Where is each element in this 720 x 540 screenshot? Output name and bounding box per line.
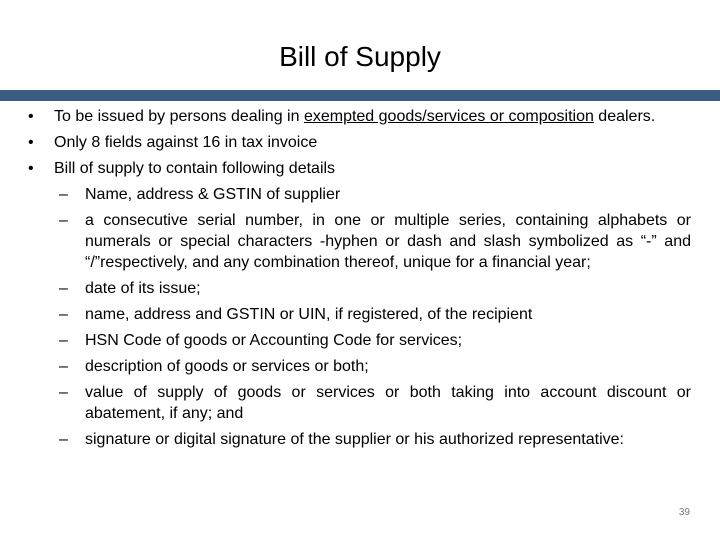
sub-item	[28, 304, 691, 325]
bullet-marker: •	[28, 134, 34, 151]
bullet-item	[28, 158, 691, 179]
dash-marker: –	[59, 358, 68, 375]
sub-item-text: a consecutive serial number, in one or multiple series, containing alphabets or numerals or special characters -hyphen or dash and slash symbolized as “-” and “/”respectively, and any combination thereof, unique for a financial year;	[85, 212, 691, 271]
sub-item-text: HSN Code of goods or Accounting Code for services;	[85, 332, 463, 349]
slide-title: Bill of Supply	[279, 41, 441, 72]
dash-marker: –	[59, 212, 68, 229]
dash-marker: –	[59, 306, 68, 323]
slide-body	[28, 106, 691, 450]
bullet-item	[28, 106, 691, 127]
title-divider-bar	[0, 90, 720, 101]
sub-item-text: value of supply of goods or services or both taking into account discount or abatement, if any; and	[85, 384, 691, 422]
bullet-marker: •	[28, 108, 34, 125]
sub-item	[28, 184, 691, 205]
bullet-item	[28, 132, 691, 153]
slide-number: 39	[678, 507, 690, 518]
dash-marker: –	[59, 186, 68, 203]
sub-item	[28, 278, 691, 299]
sub-list	[28, 184, 691, 450]
dash-marker: –	[59, 431, 68, 448]
bullet-text-suffix: dealers.	[593, 108, 656, 125]
sub-item-text: date of its issue;	[85, 280, 201, 297]
dash-marker: –	[59, 280, 68, 297]
sub-item	[28, 429, 691, 450]
sub-item-text: signature or digital signature of the supplier or his authorized representative:	[85, 431, 624, 448]
bullet-text: Only 8 fields against 16 in tax invoice	[54, 134, 318, 151]
bullet-text: Bill of supply to contain following details	[54, 160, 336, 177]
sub-item	[28, 210, 691, 273]
sub-item	[28, 382, 691, 424]
sub-item-text: description of goods or services or both;	[85, 358, 369, 375]
dash-marker: –	[59, 384, 68, 401]
bullet-text: To be issued by persons dealing in	[54, 108, 304, 125]
sub-item-text: name, address and GSTIN or UIN, if registered, of the recipient	[85, 306, 533, 323]
underlined-text: exempted goods/services or composition	[303, 108, 594, 125]
sub-item	[28, 356, 691, 377]
bullet-marker: •	[28, 160, 34, 177]
sub-item-text: Name, address & GSTIN of supplier	[85, 186, 341, 203]
sub-item	[28, 330, 691, 351]
dash-marker: –	[59, 332, 68, 349]
